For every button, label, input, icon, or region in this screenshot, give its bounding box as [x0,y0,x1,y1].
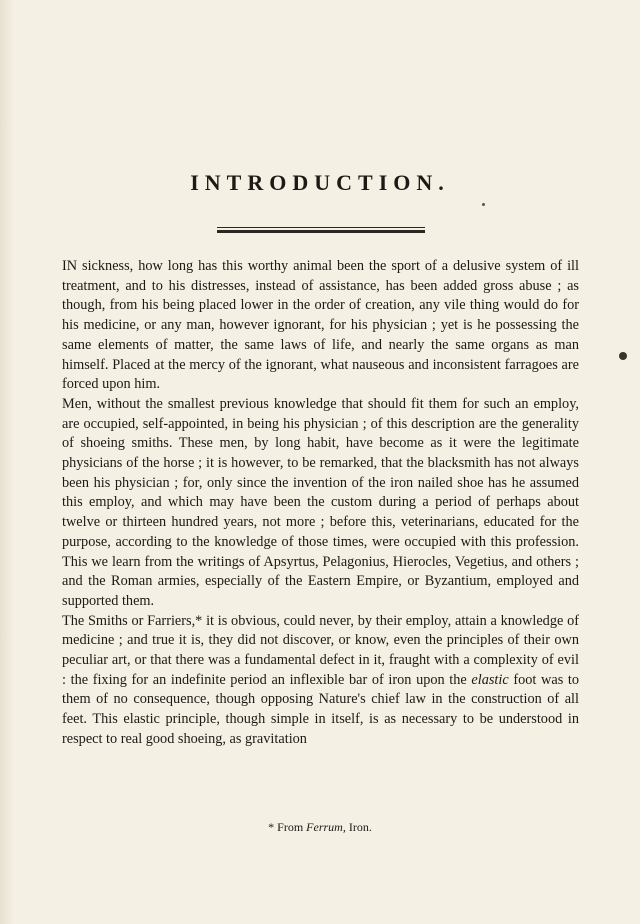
paragraph-3-italic: elastic [471,671,509,688]
ink-dot [482,203,485,206]
paragraph-1: IN sickness, how long has this worthy animal been the sport of a delusive system of ill treatment, and to his distresses, instead of assistance, has been added gross abuse ; as though, from his being placed lower in the order of creation, any vile thing would do for his medicine, or any man, however ignorant, for his physician ; yet is he possessing the same elements of matter, the same laws of life, and nearly the same organs as man himself. Placed at the mercy of the ignorant, what nauseous and inconsistent farragoes are forced upon him. [62,258,579,393]
body-text [62,257,579,750]
margin-ink-spot [619,352,627,360]
footnote-italic: Ferrum, [306,820,346,834]
title-rule [217,227,425,233]
page-edge [0,0,14,924]
footnote [0,820,640,835]
paragraph-3-part-1: The Smiths or Farriers,* it is obvious, could never, by their employ, attain a knowledge of medicine ; and true it is, they did not discover, or know, even the principles of their own peculiar art, or that there was a fundamental defect in it, fraught with a complexity of evil : the fixing for an indefinite period an inflexible bar of iron upon the [62,612,579,688]
page-title: INTRODUCTION. [190,170,450,195]
paragraph-3-part-2: foot was to them of no consequence, though opposing Nature's chief law in the construction of all feet. This elastic principle, though simple in itself, is as necessary to be understood in respect to real good shoeing, as gravitation [62,671,580,747]
paragraph-3 [62,612,579,750]
paragraph-2: Men, without the smallest previous knowledge that should fit them for such an employ, are occupied, self-appointed, in being his physician ; of this description are the generality of shoeing smiths. These men, by long habit, have become as it were the legitimate physicians of the horse ; it is however, to be remarked, that the blacksmith has not always been his physician ; for, only since the invention of the iron nailed shoe has he assumed this employ, and which may have been the custom during a period of perhaps about twelve or thirteen hundred years, not more ; before this, veterinarians, educated for the purpose, according to the knowledge of those times, were occupied with this profession. This we learn from the writings of Apsyrtus, Pelagonius, Hierocles, Vegetius, and others ; and the Roman armies, especially of the Eastern Empire, or Byzantium, employed and supported them. [62,395,579,609]
footnote-rest: Iron. [345,820,372,834]
footnote-marker: * From [268,820,307,834]
